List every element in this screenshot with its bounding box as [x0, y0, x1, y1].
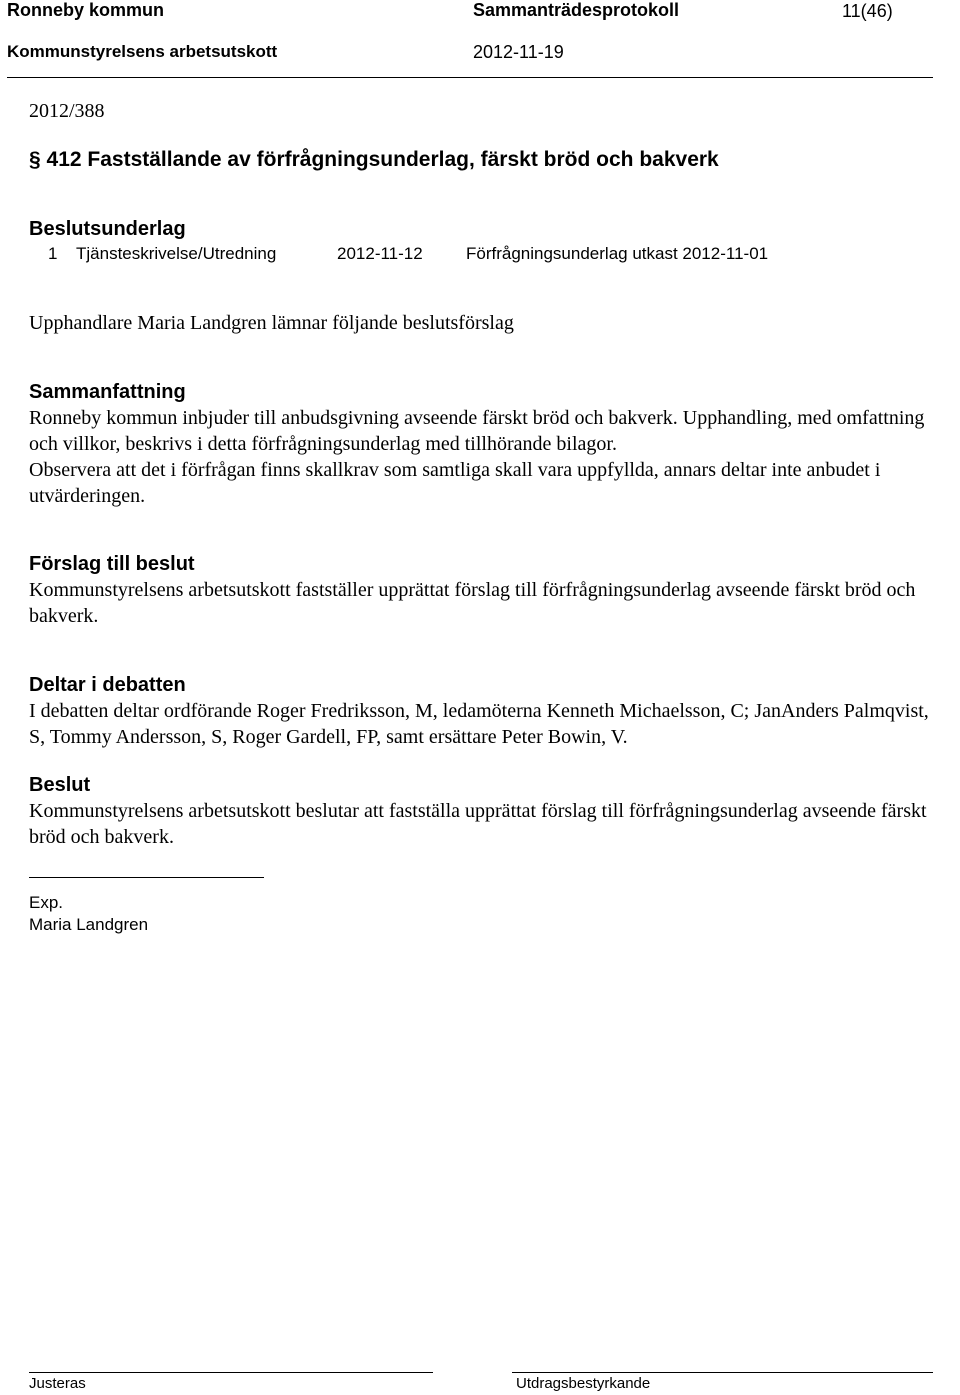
- footer-justeras: Justeras: [29, 1375, 86, 1392]
- beslutsunderlag-attachment: Förfrågningsunderlag utkast 2012-11-01: [466, 244, 769, 263]
- sammanfattning-section: [29, 379, 929, 509]
- expedition-recipient: Maria Landgren: [29, 915, 149, 934]
- beslutsunderlag-number: 1: [48, 244, 58, 263]
- beslut-heading: Beslut: [29, 774, 91, 796]
- footer-utdragsbestyrkande: Utdragsbestyrkande: [516, 1375, 651, 1392]
- beslut-section: [29, 772, 929, 850]
- debatt-text: I debatten deltar ordförande Roger Fredriksson, M, ledamöterna Kenneth Michaelsson, C; JanAnders Palmqvist, S, Tommy Andersson, S, Roger Gardell, FP, samt ersättare Peter Bowin, V.: [29, 700, 929, 748]
- debatt-heading: Deltar i debatten: [29, 674, 186, 696]
- committee-name: Kommunstyrelsens arbetsutskott: [7, 42, 278, 61]
- sammanfattning-heading: Sammanfattning: [29, 381, 186, 403]
- sammanfattning-text-1: Ronneby kommun inbjuder till anbudsgivning avseende färskt bröd och bakverk. Upphandling, med omfattning och villkor, beskrivs i detta förfrågningsunderlag med tillhörande bilagor.: [29, 407, 925, 455]
- footer-rule-right: [512, 1372, 933, 1373]
- footer-rule-left: [29, 1372, 433, 1373]
- intro-text: Upphandlare Maria Landgren lämnar följande beslutsförslag: [29, 312, 514, 334]
- beslutsunderlag-document: Tjänsteskrivelse/Utredning: [76, 244, 277, 263]
- forslag-section: [29, 551, 929, 629]
- document-type: Sammanträdesprotokoll: [473, 0, 680, 20]
- beslutsunderlag-date: 2012-11-12: [337, 244, 423, 263]
- sammanfattning-text-2: Observera att det i förfrågan finns skallkrav som samtliga skall vara uppfyllda, annars deltar inte anbudet i utvärderingen.: [29, 459, 881, 507]
- expedition-label: Exp.: [29, 893, 64, 912]
- beslutsunderlag-heading: Beslutsunderlag: [29, 218, 186, 240]
- forslag-heading: Förslag till beslut: [29, 553, 195, 575]
- beslut-text: Kommunstyrelsens arbetsutskott beslutar att fastställa upprättat förslag till förfrågningsunderlag avseende färskt bröd och bakverk.: [29, 800, 927, 848]
- header-rule: [7, 77, 933, 78]
- debatt-section: [29, 672, 929, 750]
- case-title: § 412 Fastställande av förfrågningsunderlag, färskt bröd och bakverk: [29, 148, 719, 171]
- organization-name: Ronneby kommun: [7, 0, 165, 20]
- forslag-text: Kommunstyrelsens arbetsutskott fastställer upprättat förslag till förfrågningsunderlag avseende färskt bröd och bakverk.: [29, 579, 916, 627]
- case-number: 2012/388: [29, 100, 105, 122]
- meeting-date: 2012-11-19: [473, 42, 564, 62]
- page-number: 11(46): [842, 1, 893, 21]
- signature-rule: [29, 877, 264, 878]
